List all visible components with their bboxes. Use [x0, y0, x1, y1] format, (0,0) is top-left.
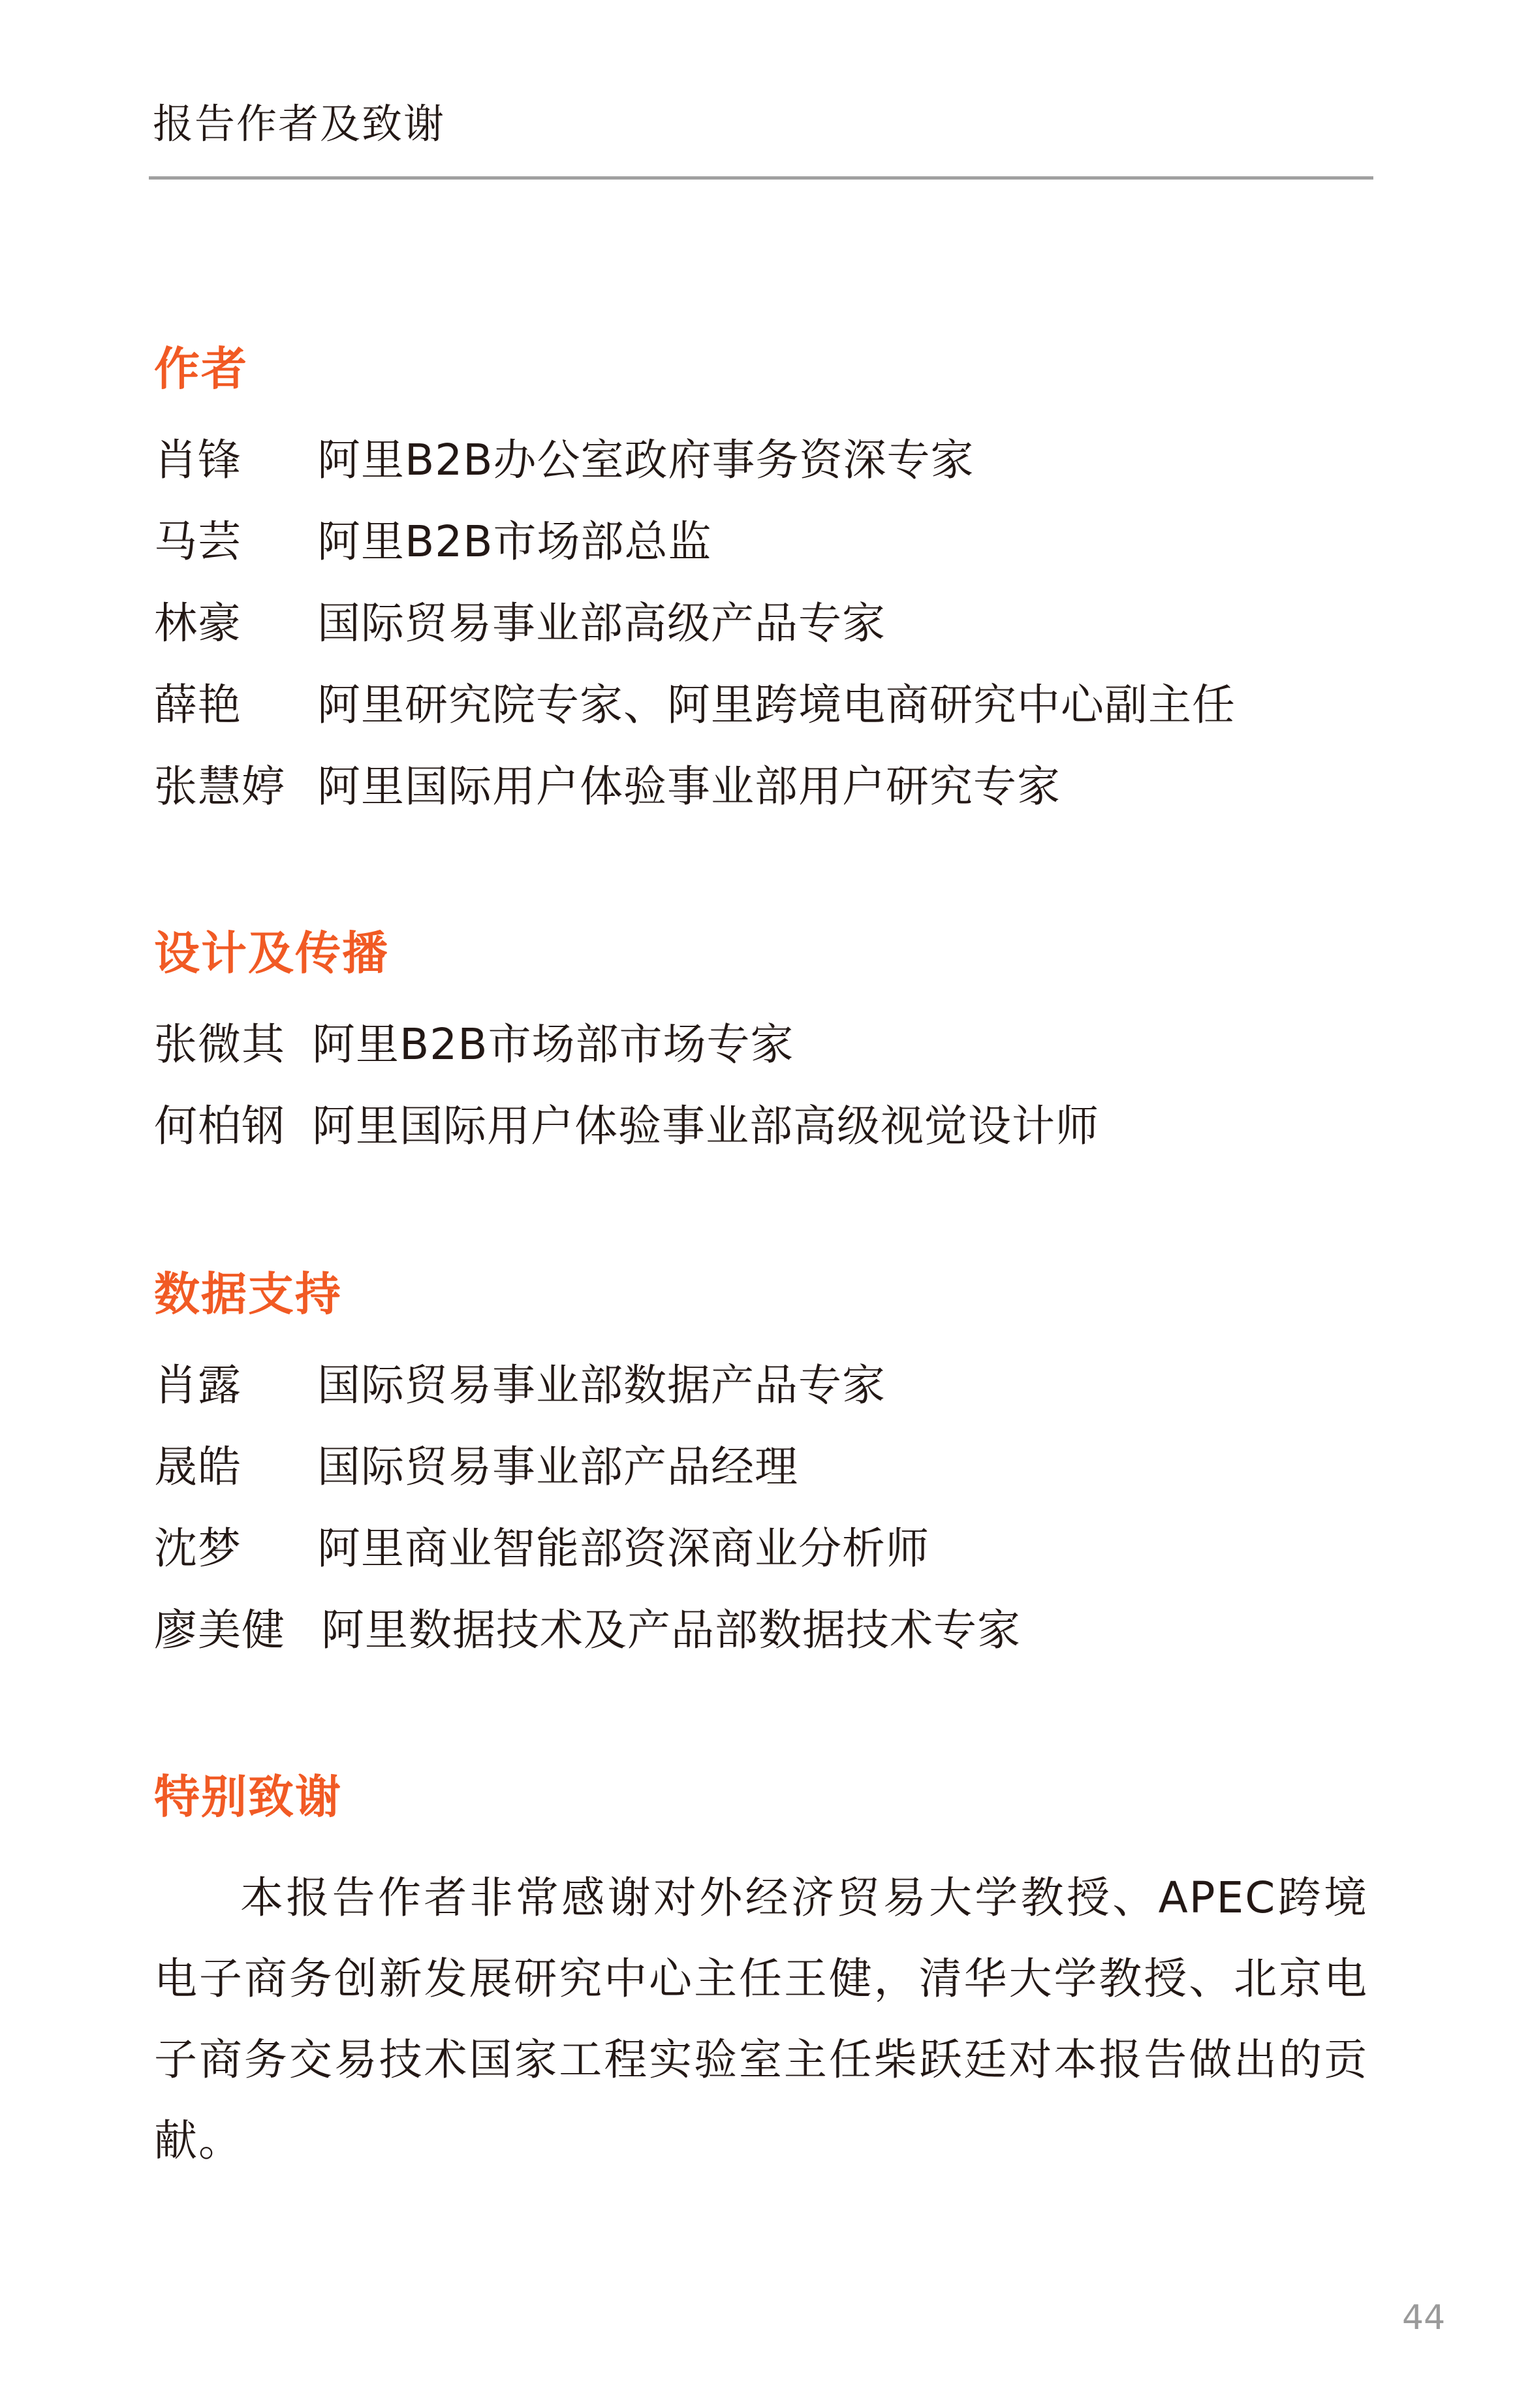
- person-name: 薛艳: [154, 680, 242, 730]
- list-item: [154, 1356, 886, 1415]
- list-item: [154, 431, 975, 490]
- list-item: [154, 676, 1236, 735]
- person-role: 国际贸易事业部数据产品专家: [317, 1360, 886, 1410]
- section-title-thanks: 特别致谢: [154, 1770, 342, 1824]
- person-role: 阿里数据技术及产品部数据技术专家: [321, 1605, 1021, 1655]
- section-title-design: 设计及传播: [154, 927, 389, 980]
- section-title-authors: 作者: [154, 342, 248, 396]
- person-role: 国际贸易事业部产品经理: [317, 1442, 798, 1492]
- person-name: 肖锋: [154, 435, 242, 485]
- header-divider: [149, 176, 1373, 180]
- list-item: [154, 1438, 798, 1497]
- person-name: 沈梦: [154, 1523, 242, 1574]
- section-title-data-support: 数据支持: [154, 1267, 342, 1321]
- person-name: 林豪: [154, 598, 242, 648]
- person-role: 阿里研究院专家、阿里跨境电商研究中心副主任: [317, 680, 1236, 730]
- person-name: 马芸: [154, 516, 242, 567]
- person-name: 何柏钢: [154, 1101, 285, 1151]
- person-role: 阿里国际用户体验事业部高级视觉设计师: [312, 1101, 1099, 1151]
- list-item: [154, 594, 886, 653]
- person-name: 肖露: [154, 1360, 242, 1410]
- person-name: 张慧婷: [154, 761, 285, 812]
- page-number: 44: [1402, 2298, 1446, 2337]
- list-item: [154, 757, 1061, 816]
- list-item: [154, 1015, 794, 1074]
- list-item: [154, 513, 712, 571]
- thanks-paragraph: 本报告作者非常感谢对外经济贸易大学教授、APEC跨境电子商务创新发展研究中心主任王健，清华大学教授、北京电子商务交易技术国家工程实验室主任柴跃廷对本报告做出的贡献。: [154, 1873, 1368, 2166]
- person-role: 阿里商业智能部资深商业分析师: [317, 1523, 929, 1574]
- person-role: 阿里国际用户体验事业部用户研究专家: [317, 761, 1061, 812]
- person-name: 张微其: [154, 1019, 285, 1069]
- person-role: 阿里B2B办公室政府事务资深专家: [317, 435, 975, 485]
- person-name: 晟皓: [154, 1442, 242, 1492]
- person-role: 阿里B2B市场部市场专家: [312, 1019, 794, 1069]
- person-role: 阿里B2B市场部总监: [317, 516, 712, 567]
- person-name: 廖美健: [154, 1605, 285, 1655]
- list-item: [154, 1519, 929, 1578]
- list-item: [154, 1097, 1099, 1156]
- person-role: 国际贸易事业部高级产品专家: [317, 598, 886, 648]
- list-item: [154, 1601, 1021, 1660]
- page-header-title: 报告作者及致谢: [153, 100, 446, 148]
